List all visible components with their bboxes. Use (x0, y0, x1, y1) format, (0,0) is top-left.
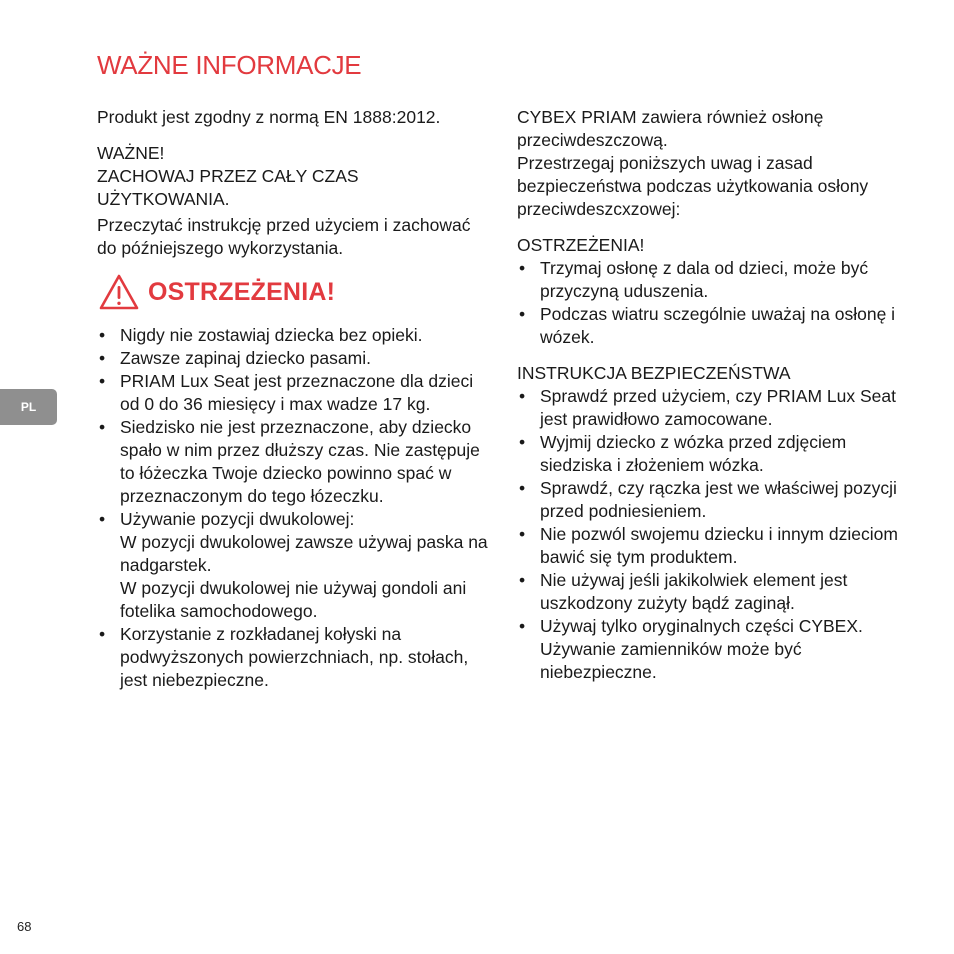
rain-warnings-list (517, 257, 912, 349)
important-label: WAŻNE! (97, 143, 165, 163)
language-tab: PL (0, 389, 57, 425)
list-item: • Sprawdź, czy rączka jest we właściwej pozycji przed podniesieniem. (517, 477, 912, 523)
standard-compliance-text: Produkt jest zgodny z normą EN 1888:2012. (97, 107, 441, 127)
left-column (97, 106, 489, 692)
safety-heading: INSTRUKCJA BEZPIECZEŃSTWA (517, 363, 791, 383)
list-item: • Zawsze zapinaj dziecko pasami. (97, 347, 489, 370)
list-item: • Podczas wiatru sczególnie uważaj na osłonę i wózek. (517, 303, 912, 349)
warnings-list (97, 324, 489, 692)
list-item: • Siedzisko nie jest przeznaczone, aby dziecko spało w nim przez dłuższy czas. Nie zastępuje to łóżeczka Twoje dziecko powinno spać w przeznaczonym do tego łózeczku. (97, 416, 489, 508)
warning-triangle-icon (99, 274, 139, 310)
page-number: 68 (17, 919, 32, 934)
right-column (517, 106, 912, 684)
list-item: • Sprawdź przed użyciem, czy PRIAM Lux Seat jest prawidłowo zamocowane. (517, 385, 912, 431)
rain-warnings-heading: OSTRZEŻENIA! (517, 235, 645, 255)
rain-cover-instructions: Przestrzegaj poniższych uwag i zasad bezpieczeństwa podczas użytkowania osłony przeciwdeszcxzowej: (517, 153, 869, 219)
read-instructions-text: Przeczytać instrukcję przed użyciem i zachować do późniejszego wykorzystania. (97, 215, 471, 258)
list-item: • Używaj tylko oryginalnych części CYBEX. Używanie zamienników może być niebezpieczne. (517, 615, 912, 684)
safety-list (517, 385, 912, 684)
list-item: • Korzystanie z rozkładanej kołyski na podwyższonych powierzchniach, np. stołach, jest niebezpieczne. (97, 623, 489, 692)
list-item: • Nigdy nie zostawiaj dziecka bez opieki. (97, 324, 489, 347)
warnings-heading: OSTRZEŻENIA! (148, 277, 336, 306)
list-item: • Nie używaj jeśli jakikolwiek element jest uszkodzony zużyty bądź zaginął. (517, 569, 912, 615)
warnings-header (97, 272, 489, 312)
rain-cover-intro: CYBEX PRIAM zawiera również osłonę przeciwdeszczową. (517, 107, 824, 150)
keep-notice: ZACHOWAJ PRZEZ CAŁY CZAS UŻYTKOWANIA. (97, 166, 359, 209)
list-item: • PRIAM Lux Seat jest przeznaczone dla dzieci od 0 do 36 miesięcy i max wadze 17 kg. (97, 370, 489, 416)
list-item: • Wyjmij dziecko z wózka przed zdjęciem siedziska i złożeniem wózka. (517, 431, 912, 477)
list-item: • Trzymaj osłonę z dala od dzieci, może być przyczyną uduszenia. (517, 257, 912, 303)
page-title: WAŻNE INFORMACJE (97, 50, 362, 80)
list-item: • Nie pozwól swojemu dziecku i innym dzieciom bawić się tym produktem. (517, 523, 912, 569)
list-item: • Używanie pozycji dwukolowej: W pozycji dwukolowej zawsze używaj paska na nadgarstek. W pozycji dwukolowej nie używaj gondoli ani fotelika samochodowego. (97, 508, 489, 623)
